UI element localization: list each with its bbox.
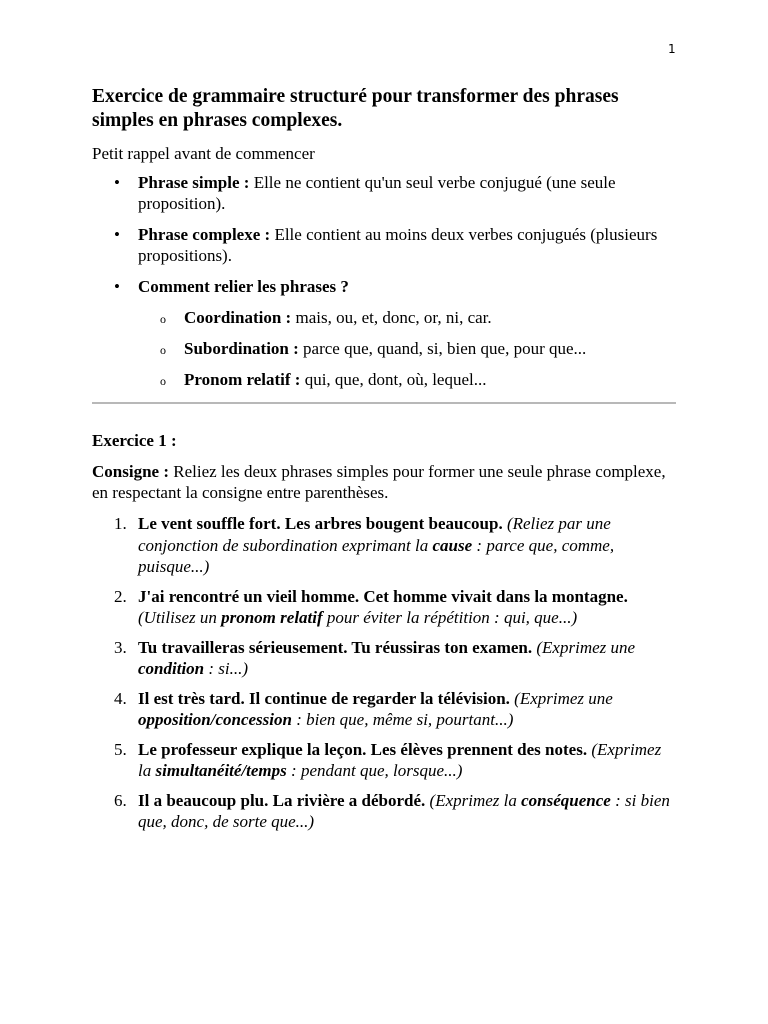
item-sentence: J'ai rencontré un vieil homme. Cet homme vivait dans la montagne. — [138, 586, 628, 606]
item-label: Phrase simple : — [138, 173, 250, 192]
sub-item-label: Pronom relatif : — [184, 370, 301, 389]
sub-item-pronom-relatif — [138, 369, 682, 390]
item-hint-key: conséquence — [521, 790, 611, 810]
exercise-title: Exercice 1 : — [92, 431, 177, 450]
exercise-item — [92, 637, 678, 680]
exercise-item — [92, 790, 678, 833]
item-hint-pre: (Exprimez la — [138, 739, 662, 780]
consigne-text: Reliez les deux phrases simples pour former une seule phrase complexe, en respectant la consigne entre parenthèses. — [92, 462, 666, 502]
page-number: 1 — [668, 42, 676, 56]
sub-item-text: mais, ou, et, donc, or, ni, car. — [291, 308, 492, 327]
item-label: Comment relier les phrases ? — [138, 277, 349, 296]
exercise-item — [92, 513, 678, 578]
bullet-marker: • — [114, 277, 120, 296]
sub-item-label: Subordination : — [184, 339, 299, 358]
item-sentence: Le vent souffle fort. Les arbres bougent beaucoup. — [138, 514, 503, 533]
item-hint-key: cause — [432, 535, 473, 555]
item-sentence: Tu travailleras sérieusement. Tu réussiras ton examen. — [138, 637, 533, 657]
rappel-section — [92, 85, 682, 400]
item-hint-post: pour éviter la répétition : qui, que...) — [322, 608, 578, 627]
rappel-list — [92, 172, 682, 390]
item-hint-pre: (Utilisez un — [138, 608, 222, 627]
list-item-comment-relier — [92, 276, 682, 390]
sub-bullet-marker: o — [160, 374, 166, 388]
item-hint-post: : si...) — [204, 659, 249, 678]
list-item-phrase-complexe — [92, 224, 682, 266]
item-hint-pre: (Exprimez la — [425, 790, 522, 810]
item-hint-post: : bien que, même si, pourtant...) — [291, 710, 514, 729]
item-hint-pre: (Exprimez une — [509, 688, 613, 708]
consigne-label: Consigne : — [92, 462, 169, 481]
horizontal-divider — [92, 402, 676, 404]
item-hint-key: simultanéité/temps — [155, 761, 287, 780]
item-number: 5. — [114, 739, 127, 759]
item-hint-key: condition — [138, 659, 205, 678]
exercise-item — [92, 586, 678, 629]
item-label: Phrase complexe : — [138, 225, 271, 244]
item-hint-key: pronom relatif — [221, 608, 323, 627]
item-hint-pre: (Exprimez une — [532, 637, 636, 657]
item-sentence: Le professeur explique la leçon. Les élèves prennent des notes. — [138, 739, 588, 759]
bullet-marker: • — [114, 173, 120, 192]
sub-bullet-marker: o — [160, 312, 166, 326]
exercise-items — [92, 513, 678, 833]
item-hint-post: : parce que, comme, puisque...) — [138, 535, 615, 576]
sub-item-text: qui, que, dont, où, lequel... — [300, 370, 487, 389]
item-number: 6. — [114, 790, 127, 810]
item-hint-key: opposition/concession — [138, 710, 292, 729]
document-title: Exercice de grammaire structuré pour transformer des phrases simples en phrases complexes. — [92, 86, 619, 131]
item-text: Elle ne contient qu'un seul verbe conjugué (une seule proposition). — [138, 173, 616, 213]
sub-item-text: parce que, quand, si, bien que, pour que... — [298, 339, 587, 358]
item-number: 3. — [114, 637, 127, 657]
item-hint-post: : si bien que, donc, de sorte que...) — [138, 790, 670, 831]
exercise-item — [92, 688, 678, 731]
item-number: 1. — [114, 514, 127, 533]
exercise-section — [92, 430, 678, 841]
item-text: Elle contient au moins deux verbes conjugués (plusieurs propositions). — [138, 225, 658, 265]
sub-item-coordination — [138, 307, 682, 328]
sub-bullet-marker: o — [160, 343, 166, 357]
item-number: 4. — [114, 688, 127, 708]
bullet-marker: • — [114, 225, 120, 244]
item-hint-pre: (Reliez par une conjonction de subordination exprimant la — [138, 514, 611, 555]
exercise-item — [92, 739, 678, 782]
consigne-paragraph — [92, 461, 678, 503]
intro-text: Petit rappel avant de commencer — [92, 144, 315, 163]
list-item-phrase-simple — [92, 172, 682, 214]
sub-item-label: Coordination : — [184, 308, 292, 327]
sub-item-subordination — [138, 338, 682, 359]
item-number: 2. — [114, 586, 127, 606]
item-sentence: Il a beaucoup plu. La rivière a débordé. — [138, 790, 426, 810]
item-sentence: Il est très tard. Il continue de regarder la télévision. — [138, 688, 510, 708]
item-hint-post: : pendant que, lorsque...) — [286, 761, 463, 780]
sub-list — [138, 307, 682, 390]
